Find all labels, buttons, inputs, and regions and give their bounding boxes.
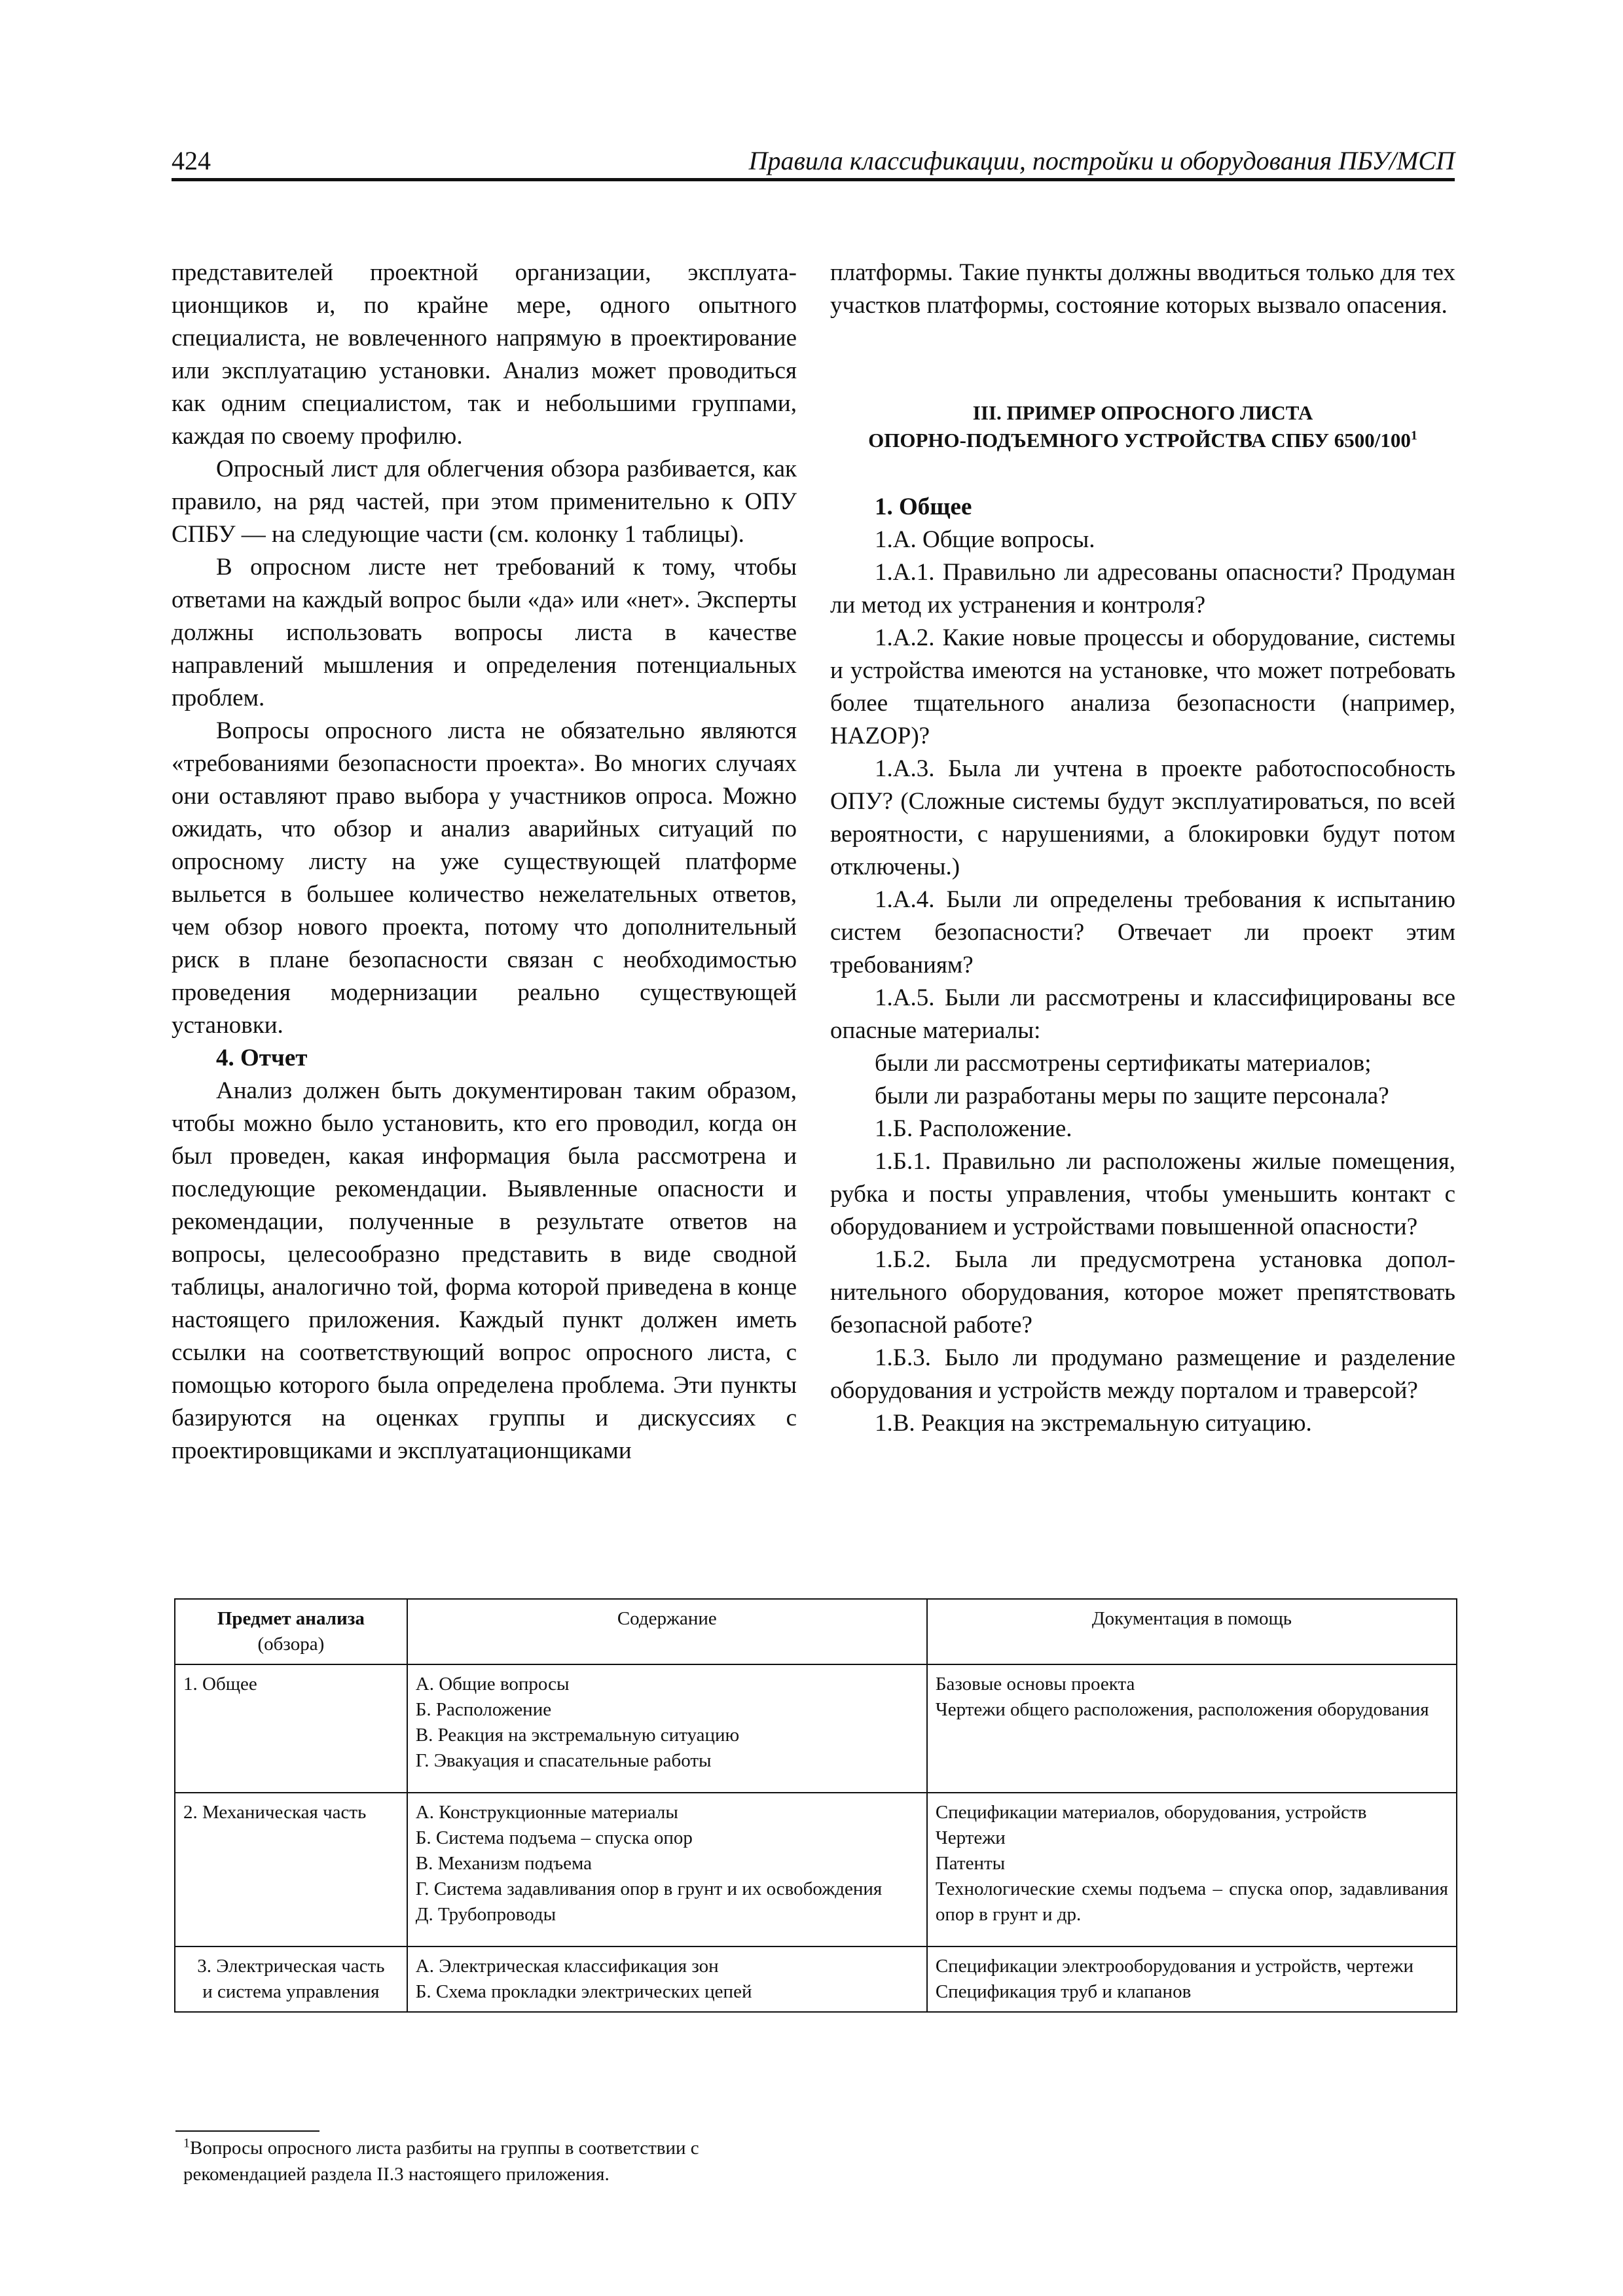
item: 1.А.1. Правильно ли адресованы опасности? Продуман ли метод их устранения и контроля? <box>830 559 1455 619</box>
cell-line: Спецификации материалов, оборудования, устройств <box>935 1802 1367 1823</box>
cell-line: Чертежи общего расположения, расположения оборудования <box>935 1699 1429 1720</box>
section-title-line-1: III. ПРИМЕР ОПРОСНОГО ЛИСТА <box>972 401 1313 424</box>
item: были ли рассмотрены сертификаты материалов; <box>875 1050 1372 1077</box>
cell-subject <box>175 1664 407 1793</box>
cell-line: А. Общие вопросы <box>415 1674 570 1695</box>
section-heading-report: 4. Отчет <box>216 1045 308 1071</box>
paragraph: представителей проектной организации, эксплуатационщиков и, по крайне мере, одного опытного специалиста, не вовлеченного напрямую в проектирование или эксплуатацию установки. Анализ может проводиться как одним специалистом, так и небольшими группами, каждая по своему профилю. <box>172 259 797 450</box>
table-row <box>175 1946 1457 2012</box>
table-header-row <box>175 1599 1457 1664</box>
cell-line: 3. Электрическая часть <box>197 1956 385 1977</box>
cell-line: 2. Механическая часть <box>183 1802 367 1823</box>
cell-subject <box>175 1793 407 1946</box>
cell-subject <box>175 1946 407 2012</box>
cell-content <box>407 1793 927 1946</box>
page-number: 424 <box>172 146 211 175</box>
cell-docs <box>927 1946 1457 2012</box>
cell-docs <box>927 1664 1457 1793</box>
cell-line: 1. Общее <box>183 1674 257 1695</box>
item: 1.А.4. Были ли определены требования к испытанию систем безопасности? Отвечает ли проект этим требованиям? <box>830 886 1455 978</box>
item: 1.Б. Расположение. <box>875 1115 1072 1142</box>
cell-line: Спецификации электрооборудования и устройств, чертежи <box>935 1956 1413 1977</box>
cell-content <box>407 1664 927 1793</box>
section-heading-general: 1. Общее <box>875 493 972 520</box>
cell-content <box>407 1946 927 2012</box>
cell-line: Б. Расположение <box>415 1699 552 1720</box>
header-line: Предмет анализа <box>217 1608 365 1629</box>
table-header-docs: Документация в помощь <box>927 1599 1457 1664</box>
cell-docs <box>927 1793 1457 1946</box>
cell-line: Б. Система подъема – спуска опор <box>415 1827 693 1848</box>
header-rule <box>172 178 1455 181</box>
item: 1.Б.1. Правильно ли расположены жилые помещения, рубка и посты управления, чтобы уменьшить контакт с оборудованием и устройствами повышенной опасности? <box>830 1148 1455 1240</box>
footnote <box>183 2135 812 2187</box>
footnote-rule <box>175 2130 319 2132</box>
section-title-line-2 <box>830 427 1455 454</box>
paragraph: платформы. Такие пункты должны вводиться только для тех участков платформы, состояние которых вызвало опасения. <box>830 259 1455 319</box>
cell-line: Технологические схемы подъема – спуска опор, задавливания опор в грунт и др. <box>935 1878 1448 1925</box>
footnote-text: Вопросы опросного листа разбиты на группы в соответствии с рекомендацией раздела II.3 настоящего приложения. <box>183 2138 699 2185</box>
cell-line: Патенты <box>935 1853 1006 1874</box>
cell-line: А. Электрическая классификация зон <box>415 1956 719 1977</box>
item: 1.А.2. Какие новые процессы и оборудование, системы и устройства имеются на установке, что может потребовать более тщательного анализа безопасности (например, HAZOP)? <box>830 624 1455 749</box>
page-header <box>172 145 1455 177</box>
item: 1.Б.3. Было ли продумано размещение и разделение оборудования и устройств между порталом и траверсой? <box>830 1344 1455 1404</box>
paragraph: В опросном листе нет требований к тому, чтобы ответами на каждый вопрос были «да» или «нет». Эксперты должны использовать вопросы листа в качестве направлений мышления и определения потенциальных проблем. <box>172 554 797 711</box>
cell-line: А. Конструкционные материалы <box>415 1802 678 1823</box>
item: 1.Б.2. Была ли предусмотрена установка дополнительного оборудования, которое может препятствовать безопасной работе? <box>830 1246 1455 1338</box>
cell-line: Базовые основы проекта <box>935 1674 1135 1695</box>
header-line: (обзора) <box>257 1634 325 1655</box>
cell-line: Г. Эвакуация и спасательные работы <box>415 1750 712 1771</box>
cell-line: В. Механизм подъема <box>415 1853 592 1874</box>
table-row <box>175 1664 1457 1793</box>
table-header-content: Содержание <box>407 1599 927 1664</box>
cell-line: Б. Схема прокладки электрических цепей <box>415 1981 752 2002</box>
cell-line: Д. Трубопроводы <box>415 1904 556 1925</box>
section-title-text: ОПОРНО-ПОДЪЕМНОГО УСТРОЙСТВА СПБУ 6500/100 <box>868 429 1411 452</box>
right-column <box>830 257 1455 1440</box>
table-row <box>175 1793 1457 1946</box>
item: 1.А. Общие вопросы. <box>875 526 1095 553</box>
spacer <box>830 322 1455 399</box>
table-header-subject <box>175 1599 407 1664</box>
cell-line: Г. Система задавливания опор в грунт и их освобождения <box>415 1878 883 1899</box>
footnote-mark: 1 <box>1410 428 1417 443</box>
cell-line: Спецификация труб и клапанов <box>935 1981 1192 2002</box>
cell-line: Чертежи <box>935 1827 1006 1848</box>
cell-line: и система управления <box>202 1981 380 2002</box>
review-table <box>174 1598 1457 2013</box>
paragraph: Анализ должен быть документирован таким образом, чтобы можно было установить, кто его проводил, когда он был проведен, какая информация была рассмотрена и последующие рекомендации. Выявленные опасности и рекомендации, полученные в результате ответов на вопросы, целесообразно представить в виде сводной таблицы, аналогично той, форма которой приведена в конце настоящего приложения. Каждый пункт должен иметь ссылки на соответствующий вопрос опросного листа, с помощью которого была определена проблема. Эти пункты базируются на оценках группы и дискуссиях с проектировщиками и эксплуатационщиками <box>172 1077 797 1464</box>
spacer <box>830 454 1455 491</box>
paragraph: Опросный лист для облегчения обзора разбивается, как правило, на ряд частей, при этом применительно к ОПУ СПБУ — на следующие части (см. колонку 1 таблицы). <box>172 456 797 548</box>
left-column <box>172 257 797 1467</box>
item: были ли разработаны меры по защите персонала? <box>875 1083 1389 1109</box>
footnote-mark: 1 <box>183 2136 190 2151</box>
running-title: Правила классификации, постройки и оборудования ПБУ/МСП <box>748 146 1455 175</box>
item: 1.В. Реакция на экстремальную ситуацию. <box>875 1410 1312 1437</box>
item: 1.А.5. Были ли рассмотрены и классифицированы все опасные материалы: <box>830 984 1455 1044</box>
item: 1.А.3. Была ли учтена в проекте работоспособность ОПУ? (Сложные системы будут эксплуатироваться, по всей вероятности, с нарушениями, а блокировки будут потом отключены.) <box>830 755 1455 880</box>
paragraph: Вопросы опросного листа не обязательно являются «требованиями безопасности проекта». Во многих случаях они оставляют право выбора у участников опроса. Можно ожидать, что обзор и анализ аварийных ситуаций по опросному листу на уже существующей платформе выльется в большее количество нежелательных ответов, чем обзор нового проекта, потому что дополнительный риск в плане безопасности связан с необходимостью проведения модернизации реально существующей установки. <box>172 717 797 1039</box>
cell-line: В. Реакция на экстремальную ситуацию <box>415 1725 740 1746</box>
